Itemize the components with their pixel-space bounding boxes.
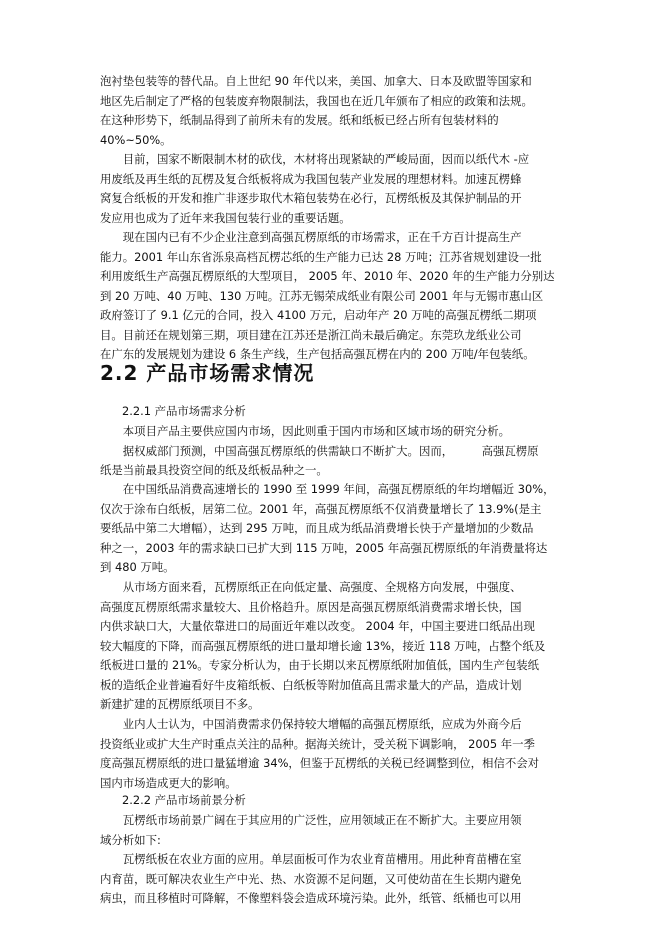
paragraph-9 xyxy=(100,850,562,909)
text-line: 纸板进口量的 21%。专家分析认为，由于长期以来瓦楞原纸附加值低，国内生产包装纸 xyxy=(100,658,540,672)
text-line: 板的造纸企业普遍看好牛皮箱纸板、白纸板等附加值高且需求量大的产品，造成计划 xyxy=(100,677,522,692)
text-line: 国内市场造成更大的影响。 xyxy=(100,775,237,790)
paragraph-2 xyxy=(100,150,562,228)
text-line: 政府签订了 9.1 亿元的合同，投入 4100 万元，启动年产 20 万吨的高强瓦楞纸二期项 xyxy=(100,308,537,322)
paragraph-3 xyxy=(100,228,562,365)
paragraph-1 xyxy=(100,72,562,150)
text-line: 要纸品中第二大增幅），达到 295 万吨，而且成为纸品消费增长快于产量增加的少数品 xyxy=(100,521,534,535)
text-line: 在这种形势下，纸制品得到了前所未有的发展。纸和纸板已经占所有包装材料的 xyxy=(100,113,499,127)
paragraph-7 xyxy=(100,715,562,793)
text-line: 能力。2001 年山东省泺泉高档瓦楞芯纸的生产能力已达 28 万吨；江苏省规划建设一批 xyxy=(100,249,542,264)
paragraph-5 xyxy=(100,480,562,578)
paragraph-4 xyxy=(100,422,562,481)
text-line: 高强度瓦楞原纸需求量较大、且价格趋升。原因是高强瓦楞原纸消费需求增长快，国 xyxy=(100,599,522,614)
text-line: 瓦楞纸市场前景广阔在于其应用的广泛性，应用领域正在不断扩大。主要应用领 xyxy=(100,813,522,827)
subsection-heading-2-2-2: 2.2.2 产品市场前景分析 xyxy=(122,793,246,807)
text-line: 种之一，2003 年的需求缺口已扩大到 115 万吨，2005 年高强瓦楞原纸的年消费量将达 xyxy=(100,540,548,555)
text-line: 从市场方面来看，瓦楞原纸正在向低定量、高强度、全规格方向发展，中强度、 xyxy=(100,580,522,594)
text-line: 据权威部门预测，中国高强瓦楞原纸的供需缺口不断扩大。因而， 高强瓦楞原 xyxy=(100,443,539,458)
text-line: 发应用也成为了近年来我国包装行业的重要话题。 xyxy=(100,210,351,225)
text-line: 度高强瓦楞原纸的进口量猛增逾 34%，但鉴于瓦楞纸的关税已经调整到位，相信不会对 xyxy=(100,756,540,770)
text-line: 投资纸业或扩大生产时重点关注的品种。据海关统计，受关税下调影响， 2005 年一季 xyxy=(100,736,535,751)
paragraph-8 xyxy=(100,811,562,850)
text-line: 利用废纸生产高强瓦楞原纸的大型项目， 2005 年、2010 年、2020 年的生产能力分别达 xyxy=(100,269,555,283)
text-line: 内育苗，既可解决农业生产中光、热、水资源不足问题，又可使幼苗在生长期内避免 xyxy=(100,871,522,886)
text-line: 在广东的发展规划为建设 6 条生产线，生产包括高强瓦楞在内的 200 万吨/年包装纸。 xyxy=(100,347,535,361)
text-line: 40%~50%。 xyxy=(100,132,172,147)
text-line: 地区先后制定了严格的包装废弃物限制法，我国也在近几年颁布了相应的政策和法规。 xyxy=(100,93,533,108)
text-line: 泡衬垫包装等的替代品。自上世纪 90 年代以来，美国、加拿大、日本及欧盟等国家和 xyxy=(100,74,532,88)
text-line: 内供求缺口大，大量依靠进口的局面近年难以改变。 2004 年，中国主要进口纸品出现 xyxy=(100,619,535,633)
text-line: 目前，国家不断限制木材的砍伐，木材将出现紧缺的严峻局面，因而以纸代木 -应 xyxy=(100,152,530,166)
text-line: 较大幅度的下降，而高强瓦楞原纸的进口量却增长逾 13%，接近 118 万吨，占整个纸及 xyxy=(100,638,546,653)
section-heading: 2.2 产品市场需求情况 xyxy=(100,361,315,385)
text-line: 瓦楞纸板在农业方面的应用。单层面板可作为农业育苗槽用。用此种育苗槽在室 xyxy=(100,852,522,866)
text-line: 仅次于涂布白纸板，居第二位。2001 年，高强瓦楞原纸不仅消费量增长了 13.9%(是主 xyxy=(100,501,542,516)
text-line: 域分析如下: xyxy=(100,832,161,847)
text-line: 到 20 万吨、40 万吨、130 万吨。江苏无锡荣成纸业有限公司 2001 年与无锡市惠山区 xyxy=(100,288,544,303)
text-line: 病虫，而且移植时可降解，不像塑料袋会造成环境污染。此外，纸管、纸桶也可以用 xyxy=(100,891,522,905)
subsection-heading-2-2-1: 2.2.1 产品市场需求分析 xyxy=(122,404,246,418)
paragraph-6 xyxy=(100,578,562,715)
text-line: 窝复合纸板的开发和推广非逐步取代木箱包装势在必行，瓦楞纸板及其保护制品的开 xyxy=(100,191,522,205)
text-line: 业内人士认为，中国消费需求仍保持较大增幅的高强瓦楞原纸，应成为外商今后 xyxy=(100,717,522,731)
text-line: 本项目产品主要供应国内市场，因此则重于国内市场和区域市场的研究分析。 xyxy=(100,424,511,438)
text-line: 在中国纸品消费高速增长的 1990 至 1999 年间，高强瓦楞原纸的年均增幅近 30%， xyxy=(100,482,555,496)
text-line: 纸是当前最具投资空间的纸及纸板品种之一。 xyxy=(100,463,328,477)
text-line: 现在国内已有不少企业注意到高强瓦楞原纸的市场需求，正在千方百计提高生产 xyxy=(100,230,522,244)
text-line: 用废纸及再生纸的瓦楞及复合纸板将成为我国包装产业发展的理想材料。加速瓦楞蜂 xyxy=(100,171,522,186)
text-line: 目。目前还在规划第三期，项目建在江苏还是浙江尚未最后确定。东莞玖龙纸业公司 xyxy=(100,327,522,342)
text-line: 到 480 万吨。 xyxy=(100,560,175,574)
text-line: 新建扩建的瓦楞原纸项目不多。 xyxy=(100,697,260,711)
